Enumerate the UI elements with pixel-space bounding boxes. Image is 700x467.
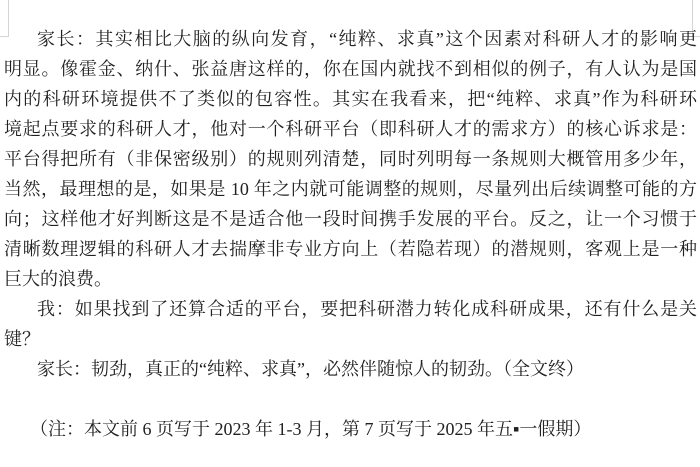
dialogue-line: 明显。像霍金、纳什、张益唐这样的，你在国内就找不到相似的例子，有人认为是国 [4, 59, 697, 79]
dialogue-line: 我：如果找到了还算合适的平台，要把科研潜力转化成科研成果，还有什么是关 [37, 299, 697, 319]
footnote-line: （注：本文前 6 页写于 2023 年 1-3 月，第 7 页写于 2025 年五▪一假期） [30, 419, 592, 439]
dialogue-line: 家长：韧劲，真正的“纯粹、求真”，必然伴随惊人的韧劲。（全文终） [37, 359, 584, 379]
dialogue-line: 境起点要求的科研人才，他对一个科研平台（即科研人才的需求方）的核心诉求是： [4, 119, 697, 139]
dialogue-line: 键？ [4, 329, 40, 349]
dialogue-line: 平台得把所有（非保密级别）的规则列清楚，同时列明每一条规则大概管用多少年， [4, 149, 697, 169]
dialogue-line: 家长：其实相比大脑的纵向发育，“纯粹、求真”这个因素对科研人才的影响更 [37, 29, 697, 49]
dialogue-line: 清晰数理逻辑的科研人才去揣摩非专业方向上（若隐若现）的潜规则，客观上是一种 [4, 239, 697, 259]
dialogue-line: 巨大的浪费。 [4, 269, 112, 289]
dialogue-line: 内的科研环境提供不了类似的包容性。其实在我看来，把“纯粹、求真”作为科研环 [4, 89, 697, 109]
article-body [4, 24, 697, 444]
dialogue-line: 向；这样他才好判断这是不是适合他一段时间携手发展的平台。反之，让一个习惯于 [4, 209, 697, 229]
dialogue-line: 当然，最理想的是，如果是 10 年之内就可能调整的规则，尽量列出后续调整可能的方 [4, 179, 697, 199]
blank-line [4, 384, 697, 414]
